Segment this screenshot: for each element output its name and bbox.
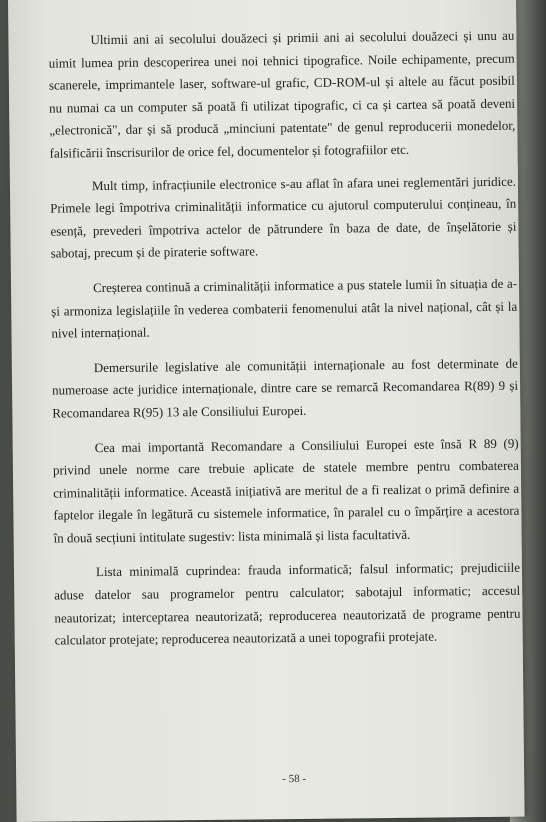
body-text [48,25,521,665]
paragraph: Ultimii ani ai secolului douăzeci și primii ani ai secolului douăzeci și unu au uimit lumea prin descoperirea unei noi tehnici tipografice. Noile echipamente, precum scanerele, imprimantele laser, software-ul grafic, CD-ROM-ul și altele au făcut posibil nu numai ca un computer să poată fi utilizat tipografic, ci ca și cartea să poată deveni „electronică", dar și să producă „minciuni patentate" de genul reproducerii monedelor, falsificării înscrisurilor de orice fel, documentelor și fotografiilor etc. [48,27,516,161]
paragraph: Lista minimală cuprindea: frauda informatică; falsul informatic; prejudiciile aduse datelor sau programelor pentru calculator; sabotajul informatic; accesul neautorizat; interceptarea neautorizată; reproducerea neautorizată de programe pentru calculator protejate; reproducerea neautorizată a unei topografii protejate. [54,560,521,648]
page-number: - 58 - [282,772,307,786]
paragraph: Creșterea continuă a criminalității informatice a pus statele lumii în situația de a-și armoniza legislațiile în vederea combaterii fenomenului atât la nivel național, cât și la nivel internațional. [51,275,518,341]
paragraph: Mult timp, infracțiunile electronice s-au aflat în afara unei reglementări juridice. Primele legi împotriva criminalității informatice cu ajutorul computerului conțineau, în esență, prevederi împotriva actelor de pătrundere în baza de date, de înșelătorie și sabotaj, precum și de piraterie software. [50,173,517,261]
paragraph: Demersurile legislative ale comunității internaționale au fost determinate de numeroase acte juridice internaționale, dintre care se remarcă Recomandarea R(89) 9 și Recomandarea R(95) 13 ale Consiliului Europei. [52,355,519,421]
paragraph: Cea mai importantă Recomandare a Consiliului Europei este însă R 89 (9) privind unele norme care trebuie aplicate de statele membre pentru combaterea criminalității informatice. Această inițiativă are meritul de a fi realizat o primă definire a faptelor ilegale în legătură cu sistemele informatice, în paralel cu o împărțire a acestora în două secțiuni intitulate sugestiv: lista minimală și lista facultativă. [52,435,520,546]
book-page [8,0,525,822]
